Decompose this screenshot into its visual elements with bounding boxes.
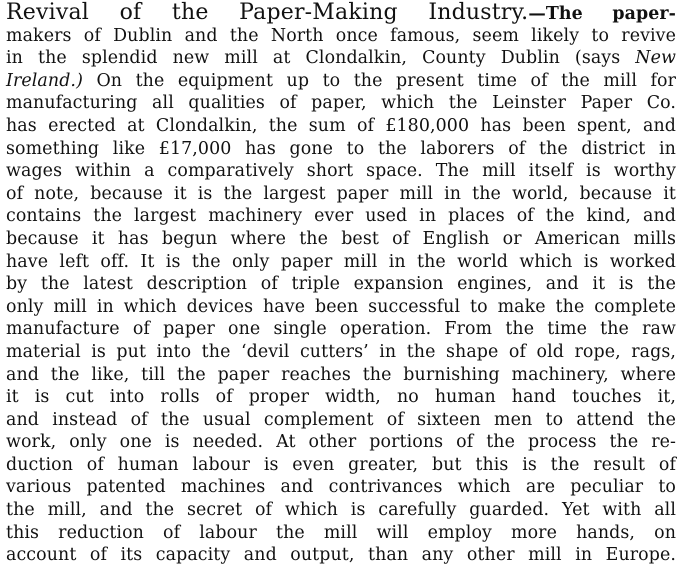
article-line-25 bbox=[6, 544, 676, 567]
article-line-text: account of its capacity and output, than any other mill in Europe. bbox=[6, 545, 676, 566]
headline-dash: — bbox=[528, 4, 546, 24]
article-line-text: material is put into the ‘devil cutters’ in the shape of old rope, rags, bbox=[6, 341, 676, 362]
article-line-text: this reduction of labour the mill will employ more hands, on bbox=[6, 522, 676, 543]
article-line-2 bbox=[6, 25, 676, 48]
article-line-text: because it has begun where the best of English or American mills bbox=[6, 228, 676, 249]
article-line-17 bbox=[6, 364, 676, 387]
article-line-text: contains the largest machinery ever used in places of the kind, and bbox=[6, 206, 676, 227]
article-line-text: the mill, and the secret of which is carefully guarded. Yet with all bbox=[6, 500, 676, 521]
article-line-text: duction of human labour is even greater, but this is the result of bbox=[6, 454, 676, 475]
article-line-6 bbox=[6, 115, 676, 138]
article-line-italic: New bbox=[635, 48, 676, 69]
article-line-19 bbox=[6, 409, 676, 432]
article-line-1 bbox=[6, 2, 676, 25]
article-line-text: only mill in which devices have been successful to make the complete bbox=[6, 296, 676, 317]
article-line-16 bbox=[6, 341, 676, 364]
article-line-text: manufacture of paper one single operation. From the time the raw bbox=[6, 319, 676, 340]
article-line-text: wages within a comparatively short space. The mill itself is worthy bbox=[6, 161, 676, 182]
article-headline: Revival of the Paper-Making Industry. bbox=[6, 0, 529, 25]
article-line-text: and the like, till the paper reaches the burnishing machinery, where bbox=[6, 364, 676, 385]
article-line-text: The paper- bbox=[545, 4, 676, 24]
article-line-23 bbox=[6, 499, 676, 522]
article-line-24 bbox=[6, 522, 676, 545]
article-line-text: makers of Dublin and the North once famous, seem likely to revive bbox=[6, 25, 676, 46]
article-line-5 bbox=[6, 92, 676, 115]
article-line-text: various patented machines and contrivances which are peculiar to bbox=[6, 477, 676, 498]
article-line-text: On the equipment up to the present time of the mill for bbox=[82, 70, 676, 91]
article-line-8 bbox=[6, 160, 676, 183]
article-line-18 bbox=[6, 386, 676, 409]
article-line-13 bbox=[6, 273, 676, 296]
article-line-text: in the splendid new mill at Clondalkin, County Dublin (says bbox=[6, 48, 636, 69]
article-line-text: manufacturing all qualities of paper, which the Leinster Paper Co. bbox=[6, 93, 676, 114]
article-line-text: and instead of the usual complement of sixteen men to attend the bbox=[6, 409, 676, 430]
article-line-22 bbox=[6, 476, 676, 499]
article-line-20 bbox=[6, 431, 676, 454]
article-line-text: it is cut into rolls of proper width, no human hand touches it, bbox=[6, 387, 676, 408]
article-line-3 bbox=[6, 47, 676, 70]
article-line-21 bbox=[6, 454, 676, 477]
article-line-italic: Ireland.) bbox=[6, 70, 83, 91]
article-line-text: have left off. It is the only paper mill in the world which is worked bbox=[6, 251, 676, 272]
article-line-text: of note, because it is the largest paper mill in the world, because it bbox=[6, 183, 676, 204]
article-line-9 bbox=[6, 183, 676, 206]
article-line-text: something like £17,000 has gone to the laborers of the district in bbox=[6, 138, 676, 159]
article-line-15 bbox=[6, 318, 676, 341]
article-line-10 bbox=[6, 205, 676, 228]
article-line-4 bbox=[6, 70, 676, 93]
article-line-7 bbox=[6, 138, 676, 161]
article-line-11 bbox=[6, 228, 676, 251]
article-line-text: work, only one is needed. At other portions of the process the re- bbox=[6, 432, 676, 453]
article-line-12 bbox=[6, 251, 676, 274]
article-line-text: has erected at Clondalkin, the sum of £180,000 has been spent, and bbox=[6, 115, 676, 136]
article-line-text: by the latest description of triple expansion engines, and it is the bbox=[6, 274, 676, 295]
article-line-14 bbox=[6, 296, 676, 319]
